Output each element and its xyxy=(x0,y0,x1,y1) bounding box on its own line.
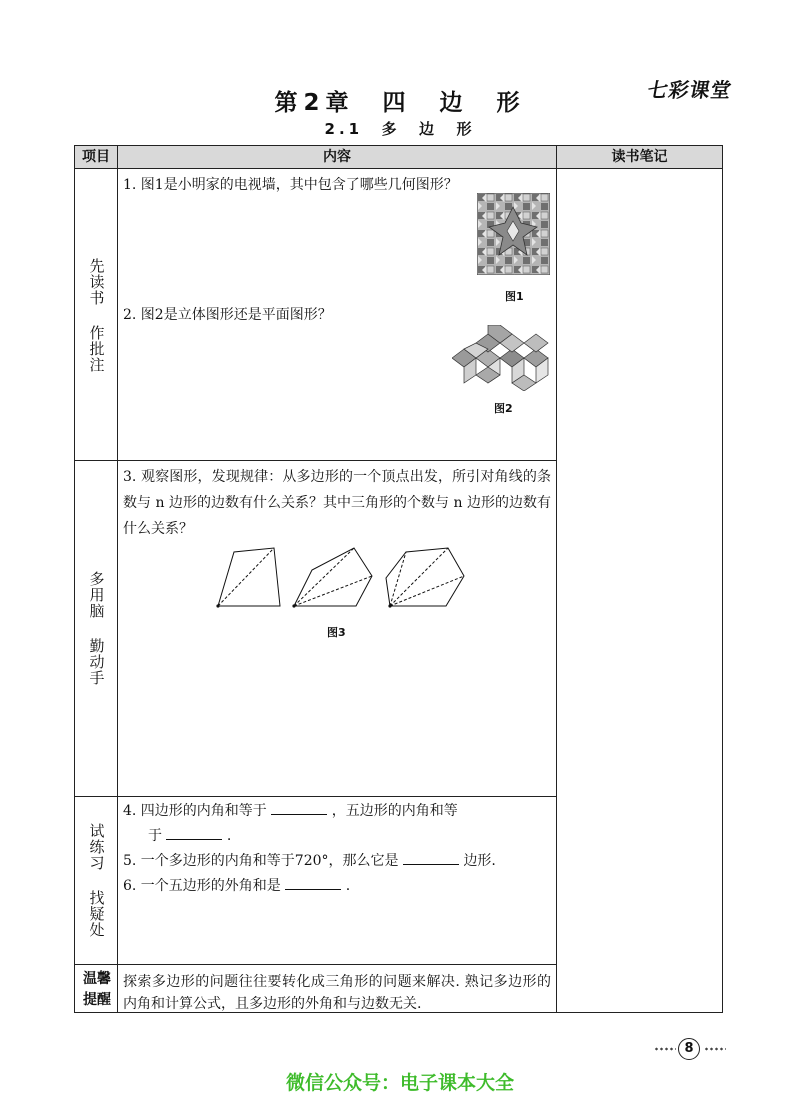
figure-3-caption: 图3 xyxy=(327,626,346,639)
answer-blank[interactable] xyxy=(285,875,341,890)
question-4-line2 xyxy=(148,823,231,849)
question-5-text: 5. 一个多边形的内角和等于720°，那么它是 xyxy=(123,853,399,869)
column-divider xyxy=(556,145,557,1013)
row-label-think: 多用脑 勤动手 xyxy=(87,571,106,686)
brand-logo: 七彩课堂 xyxy=(645,78,734,102)
question-2: 2. 图2是立体图形还是平面图形？ xyxy=(123,307,332,323)
question-4-line1 xyxy=(123,798,458,824)
row-label-tips xyxy=(76,969,118,1011)
figure-2-cube-pattern xyxy=(452,325,552,391)
column-divider xyxy=(117,145,118,1013)
question-4-text: 4. 四边形的内角和等于 xyxy=(123,803,267,819)
question-4-text-3: 于 xyxy=(148,828,162,844)
dots-decoration xyxy=(654,1047,676,1051)
row-divider xyxy=(74,460,556,461)
header-notes: 读书笔记 xyxy=(611,149,668,165)
footer-watermark: 微信公众号：电子课本大全 xyxy=(285,1072,514,1094)
answer-blank[interactable] xyxy=(403,850,459,865)
row-divider xyxy=(74,964,556,965)
figure-2-caption: 图2 xyxy=(494,402,513,415)
page-number: 8 xyxy=(678,1038,700,1060)
figure-1-caption: 图1 xyxy=(505,290,524,303)
row-divider xyxy=(74,796,556,797)
row-label-practice: 试练习 找疑处 xyxy=(87,823,106,938)
question-4-text-2: ，五边形的内角和等 xyxy=(331,803,458,819)
question-6-text-2: . xyxy=(345,878,351,894)
question-5 xyxy=(123,848,496,874)
section-title: 2.1 多 边 形 xyxy=(324,120,476,138)
tips-label-line2: 提醒 xyxy=(83,992,111,1008)
table-header xyxy=(74,145,723,169)
row-label-preread: 先读书 作批注 xyxy=(87,257,106,373)
header-content: 内容 xyxy=(323,149,351,165)
chapter-title: 第2章 四 边 形 xyxy=(274,90,526,116)
tips-label-line1: 温馨 xyxy=(83,971,111,987)
dots-decoration xyxy=(704,1047,726,1051)
tip-text: 探索多边形的问题往往要转化成三角形的问题来解决. 熟记多边形的内角和计算公式，且多边形的外角和与边数无关. xyxy=(123,974,551,1012)
answer-blank[interactable] xyxy=(271,800,327,815)
page-number-badge xyxy=(652,1038,726,1060)
figure-3-polygons xyxy=(214,546,474,610)
question-6 xyxy=(123,873,350,899)
question-3: 3. 观察图形，发现规律：从多边形的一个顶点出发，所引对角线的条数与 n 边形的边数有什么关系？其中三角形的个数与 n 边形的边数有什么关系？ xyxy=(123,469,551,537)
question-6-text: 6. 一个五边形的外角和是 xyxy=(123,878,281,894)
question-4-text-4: . xyxy=(226,828,232,844)
header-item: 项目 xyxy=(82,149,110,165)
figure-1-tv-wall xyxy=(477,193,550,275)
question-1: 1. 图1是小明家的电视墙，其中包含了哪些几何图形？ xyxy=(123,177,458,193)
question-5-text-2: 边形. xyxy=(463,853,496,869)
answer-blank[interactable] xyxy=(166,825,222,840)
